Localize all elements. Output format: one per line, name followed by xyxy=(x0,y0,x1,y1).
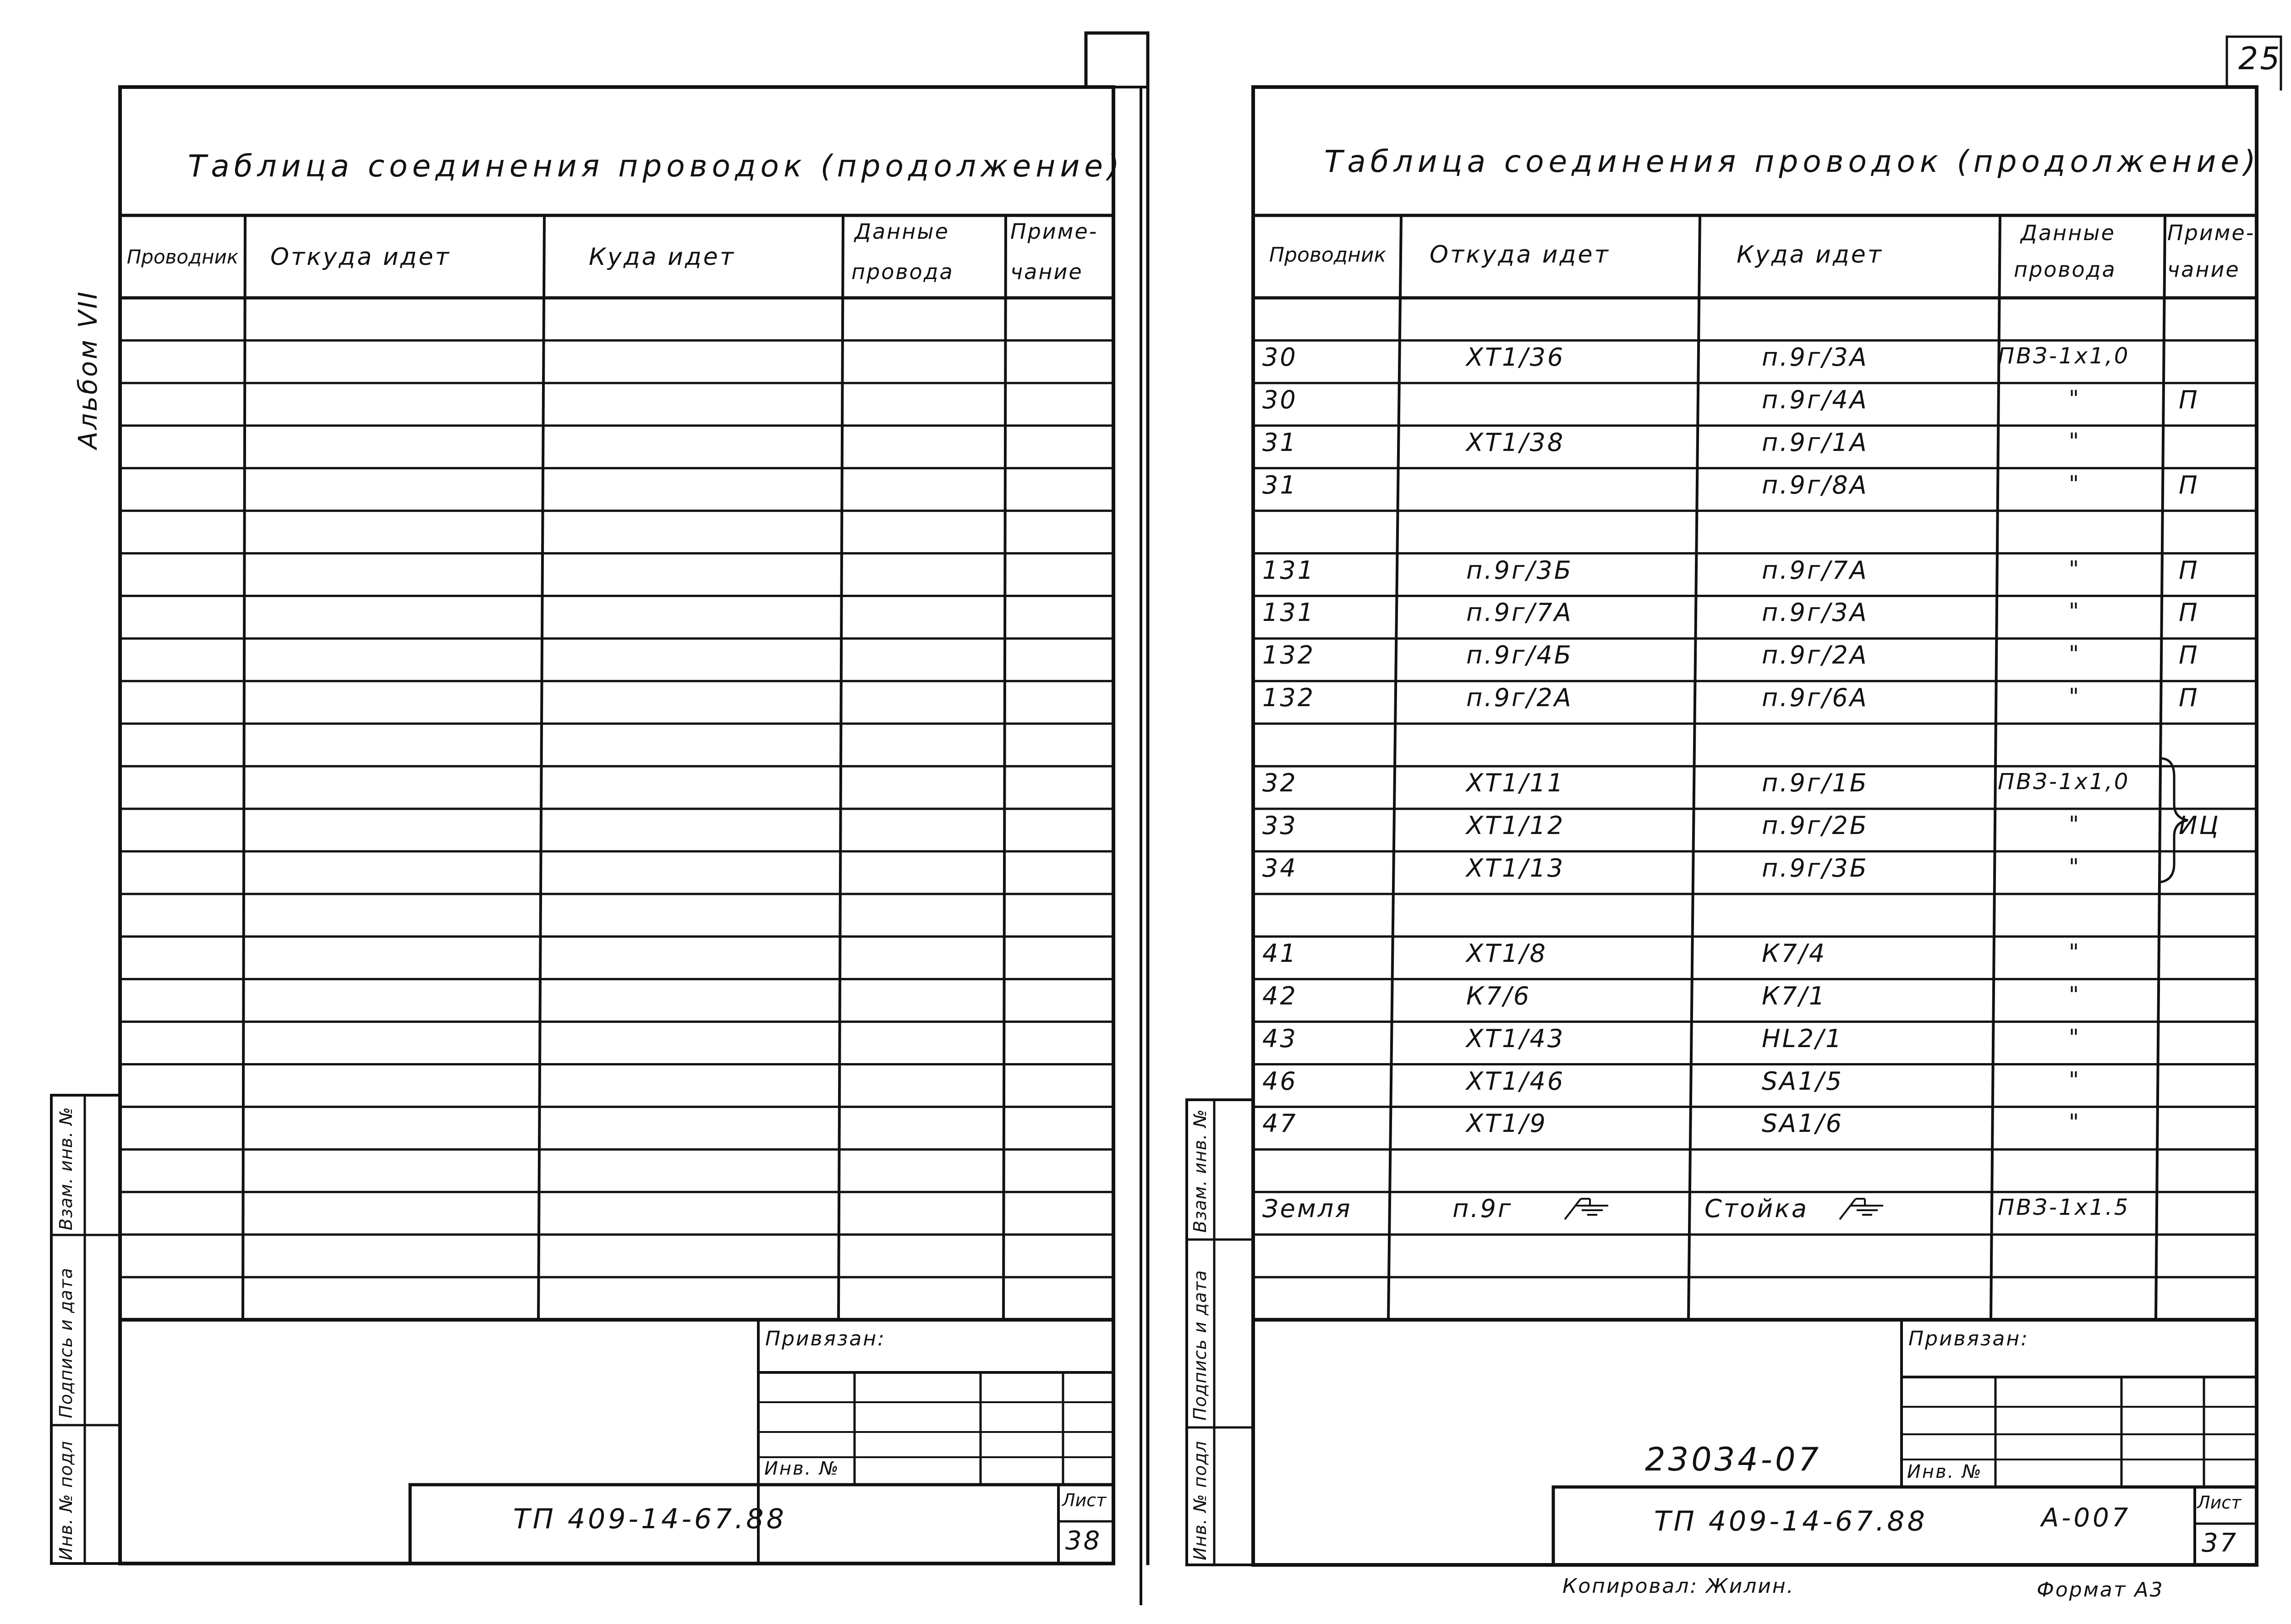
table-cell-to: SA1/5 xyxy=(1762,1066,1844,1096)
table-cell-wire: 32 xyxy=(1262,768,1298,798)
right-col-header-to: Куда идет xyxy=(1737,241,1884,269)
ground-symbol-icon xyxy=(1837,1194,1892,1222)
table-cell-to: Стойка xyxy=(1705,1194,1809,1223)
table-cell-from: К7/6 xyxy=(1466,981,1531,1010)
left-col-header-data-2: провода xyxy=(851,259,954,284)
table-cell-data: " xyxy=(2069,854,2081,880)
left-col-header-data-1: Данные xyxy=(855,219,949,244)
right-stamp-number: 23034-07 xyxy=(1645,1441,1822,1478)
left-side-label-inv: Инв. № подл xyxy=(56,1440,76,1560)
table-cell-data: " xyxy=(2069,1067,2081,1093)
table-cell-data: " xyxy=(2069,385,2081,411)
right-stamp-inv: Инв. № xyxy=(1907,1461,1983,1482)
table-cell-from: XT1/38 xyxy=(1466,428,1565,457)
left-stamp-inv: Инв. № xyxy=(764,1458,840,1479)
table-cell-wire: 43 xyxy=(1262,1024,1298,1053)
table-cell-to: п.9г/3А xyxy=(1762,342,1869,372)
table-cell-data: ПВЗ-1x1.5 xyxy=(1998,1195,2130,1221)
table-cell-data: " xyxy=(2069,598,2081,625)
table-cell-from: XT1/12 xyxy=(1466,811,1565,840)
table-cell-data: " xyxy=(2069,556,2081,582)
right-col-header-data-2: провода xyxy=(2014,257,2116,282)
table-cell-wire: 42 xyxy=(1262,981,1298,1010)
right-side-label-inv: Инв. № подл xyxy=(1190,1440,1210,1560)
right-col-header-from: Откуда идет xyxy=(1430,241,1610,269)
right-side-label-sign: Подпись и дата xyxy=(1190,1270,1210,1421)
table-cell-from: XT1/8 xyxy=(1466,938,1547,968)
table-cell-from: XT1/11 xyxy=(1466,768,1565,798)
left-stamp-label: Привязан: xyxy=(765,1327,886,1350)
table-cell-note: ИЦ xyxy=(2179,811,2220,840)
table-cell-data: " xyxy=(2069,428,2081,454)
table-cell-to: п.9г/2А xyxy=(1762,641,1869,670)
table-cell-wire: 34 xyxy=(1262,853,1298,883)
table-cell-wire: 31 xyxy=(1262,470,1298,499)
right-col-header-note-2: чание xyxy=(2167,257,2240,282)
table-cell-to: п.9г/2Б xyxy=(1762,811,1869,840)
table-cell-wire: 33 xyxy=(1262,811,1298,840)
right-col-header-data-1: Данные xyxy=(2021,220,2116,245)
table-cell-to: п.9г/3Б xyxy=(1762,853,1869,883)
table-cell-from: XT1/13 xyxy=(1466,853,1565,883)
table-cell-data: " xyxy=(2069,684,2081,710)
table-cell-note: П xyxy=(2179,641,2199,670)
table-cell-wire: 30 xyxy=(1262,385,1298,414)
table-cell-wire: 31 xyxy=(1262,428,1298,457)
table-cell-wire: 41 xyxy=(1262,938,1298,968)
table-cell-wire: 131 xyxy=(1262,555,1315,585)
table-cell-wire: 132 xyxy=(1262,641,1315,670)
table-cell-to: п.9г/6А xyxy=(1762,683,1869,713)
table-cell-to: К7/1 xyxy=(1762,981,1827,1010)
table-cell-from: XT1/9 xyxy=(1466,1109,1547,1138)
ground-symbol-icon xyxy=(1562,1194,1617,1222)
right-sheet xyxy=(1164,0,2291,1624)
left-table-title: Таблица соединения проводок (продолжение) xyxy=(188,148,1124,184)
table-cell-wire: 47 xyxy=(1262,1109,1298,1138)
table-cell-note: П xyxy=(2179,470,2199,499)
left-sheet-label: Лист xyxy=(1062,1490,1107,1510)
right-col-header-note-1: Приме- xyxy=(2167,220,2255,245)
table-cell-from: XT1/43 xyxy=(1466,1024,1565,1053)
table-cell-wire: Земля xyxy=(1262,1194,1352,1223)
left-col-header-wire: Проводник xyxy=(126,246,239,268)
left-sheet-number: 38 xyxy=(1065,1526,1102,1556)
table-cell-from: п.9г/4Б xyxy=(1466,641,1573,670)
table-cell-data: " xyxy=(2069,939,2081,965)
page-number: 25 xyxy=(2238,41,2282,77)
left-col-header-to: Куда идет xyxy=(589,243,736,271)
table-cell-data: " xyxy=(2069,812,2081,837)
left-col-header-note-2: чание xyxy=(1010,259,1083,284)
right-sheet-number: 37 xyxy=(2202,1528,2238,1558)
table-cell-data: " xyxy=(2069,471,2081,497)
table-cell-to: п.9г/1Б xyxy=(1762,768,1869,798)
right-sheet-label: Лист xyxy=(2197,1492,2242,1513)
format-label: Формат А3 xyxy=(2037,1578,2164,1602)
right-doc-code: ТП 409-14-67.88 xyxy=(1654,1505,1928,1537)
right-side-label-replace: Взам. инв. № xyxy=(1190,1108,1210,1233)
table-cell-to: п.9г/1А xyxy=(1762,428,1869,457)
left-col-header-from: Откуда идет xyxy=(270,243,451,271)
table-cell-data: " xyxy=(2069,1109,2081,1136)
table-cell-from: п.9г xyxy=(1452,1194,1513,1223)
left-doc-code: ТП 409-14-67.88 xyxy=(513,1503,787,1535)
table-cell-data: " xyxy=(2069,1024,2081,1050)
table-cell-data: " xyxy=(2069,641,2081,667)
table-cell-data: ПВЗ-1x1,0 xyxy=(1998,769,2130,795)
table-cell-from: п.9г/2А xyxy=(1466,683,1573,713)
table-cell-note: П xyxy=(2179,683,2199,713)
table-cell-data: " xyxy=(2069,982,2081,1008)
table-cell-note: П xyxy=(2179,555,2199,585)
table-cell-to: п.9г/8А xyxy=(1762,470,1869,499)
table-cell-from: XT1/36 xyxy=(1466,342,1565,372)
copied-by: Копировал: Жилин. xyxy=(1562,1575,1795,1598)
table-cell-wire: 131 xyxy=(1262,598,1315,627)
table-cell-to: SA1/6 xyxy=(1762,1109,1844,1138)
table-cell-from: п.9г/7А xyxy=(1466,598,1573,627)
left-col-header-note-1: Приме- xyxy=(1010,219,1098,244)
table-cell-note: П xyxy=(2179,385,2199,414)
table-cell-wire: 132 xyxy=(1262,683,1315,713)
right-sheet-code: А-007 xyxy=(2041,1503,2131,1533)
right-table-title: Таблица соединения проводок (продолжение) xyxy=(1324,144,2260,179)
right-stamp-label: Привязан: xyxy=(1908,1327,2029,1350)
left-side-label-replace: Взам. инв. № xyxy=(56,1106,76,1230)
album-label: Альбом VII xyxy=(73,290,103,449)
table-cell-to: К7/4 xyxy=(1762,938,1827,968)
table-cell-from: XT1/46 xyxy=(1466,1066,1565,1096)
table-cell-note: П xyxy=(2179,598,2199,627)
table-cell-to: п.9г/3А xyxy=(1762,598,1869,627)
table-cell-data: ПВЗ-1x1,0 xyxy=(1998,343,2130,369)
table-cell-wire: 30 xyxy=(1262,342,1298,372)
table-cell-to: HL2/1 xyxy=(1762,1024,1843,1053)
table-cell-to: п.9г/7А xyxy=(1762,555,1869,585)
table-cell-from: п.9г/3Б xyxy=(1466,555,1573,585)
left-side-label-sign: Подпись и дата xyxy=(56,1267,76,1418)
right-col-header-wire: Проводник xyxy=(1269,243,1387,267)
table-cell-wire: 46 xyxy=(1262,1066,1298,1096)
table-cell-to: п.9г/4А xyxy=(1762,385,1869,414)
